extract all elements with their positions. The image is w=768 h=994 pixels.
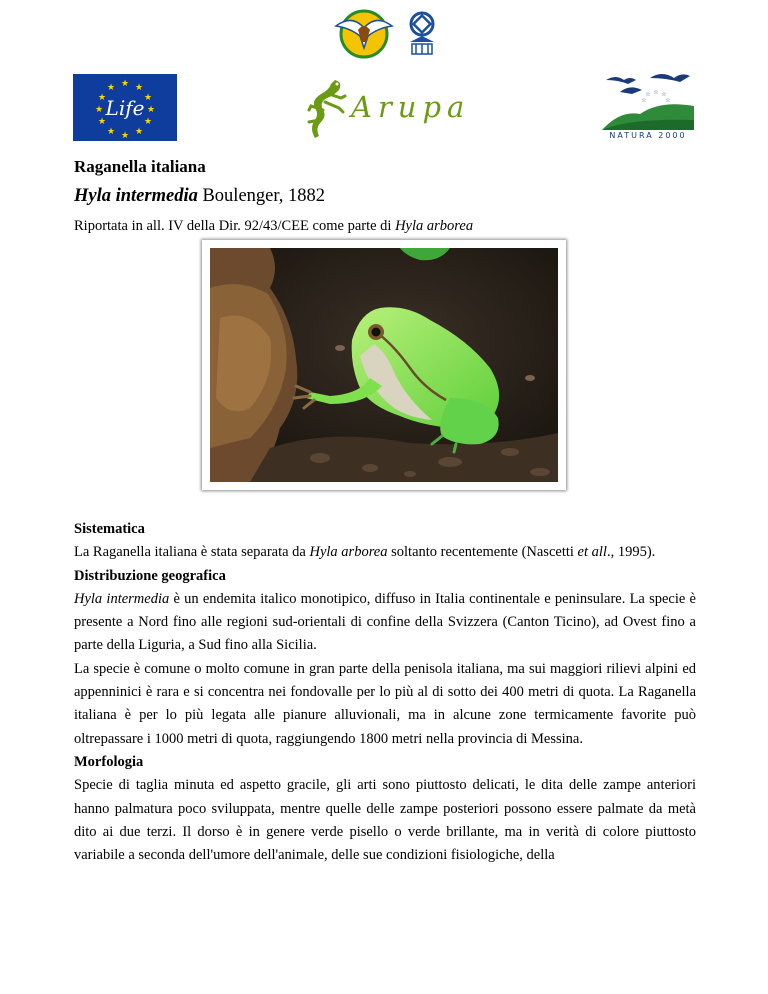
frog-photo [210, 248, 558, 482]
partner-logos [328, 8, 444, 60]
species-author: Boulenger, 1882 [202, 186, 326, 206]
svg-text:★: ★ [106, 127, 116, 137]
life-logo [73, 74, 177, 141]
svg-text:★: ★ [97, 117, 107, 127]
natura2000-logo-text: NATURA 2000 [609, 131, 687, 140]
arupa-logo-text: Arupa [351, 90, 471, 124]
species-common-name: Raganella italiana [74, 157, 206, 176]
natura2000-logo [600, 70, 696, 142]
directive-note-text: Riportata in all. IV della Dir. 92/43/CEE come parte di [74, 218, 396, 234]
heading-distribuzione: Distribuzione geografica [74, 567, 226, 584]
sistematica-text-b: soltanto recentemente (Nascetti [387, 544, 578, 561]
svg-text:★: ★ [97, 93, 107, 103]
sistematica-text-a: La Raganella italiana è stata separata da [74, 544, 310, 561]
sistematica-etall: et all [577, 544, 607, 561]
svg-text:★: ★ [120, 79, 130, 89]
svg-text:☆: ☆ [665, 97, 671, 104]
sistematica-text-c: ., 1995). [606, 544, 656, 561]
svg-text:★: ★ [134, 83, 144, 93]
paragraph-distribuzione-2: La specie è comune o molto comune in gran parte della penisola italiana, ma sui maggiori rilievi alpini ed appenninici è rara e si concentra nei fondovalle per lo più al di sotto dei 400 metri di quota. La Raganella italiana è per lo più legata alle pianure alluvionali, ma in alcune zone termicamente favorite può oltrepassare i 1000 metri di quota, raggiungendo 1800 metri nella provincia di Messina. [74, 660, 696, 747]
svg-text:★: ★ [106, 83, 116, 93]
svg-text:★: ★ [143, 93, 153, 103]
paragraph-distribuzione-1 [74, 588, 696, 658]
natura2000-emblem-icon [600, 70, 696, 130]
species-latin-name [74, 186, 325, 207]
species-description [74, 518, 696, 867]
svg-text:☆: ☆ [661, 91, 667, 98]
eagle-emblem-icon [328, 8, 444, 60]
svg-text:☆: ☆ [645, 91, 651, 98]
svg-text:★: ★ [146, 105, 156, 115]
paragraph-sistematica [74, 541, 696, 564]
lizard-icon [305, 76, 351, 140]
frog-photo-frame [202, 240, 566, 490]
paragraph-morfologia-1: Specie di taglia minuta ed aspetto gracile, gli arti sono piuttosto delicati, le dita delle zampe anteriori hanno palmatura poco sviluppata, mentre quelle delle zampe posteriori possono essere palmate da metà dito ai due terzi. Il dorso è in genere verde pisello o verde brillante, ma in verità di colore piuttosto variabile a seconda dell'umore dell'animale, delle sue condizioni fisiologiche, della [74, 777, 696, 864]
distribuzione-text-1: è un endemita italico monotipico, diffuso in Italia continentale e peninsulare. La specie è presente a Nord fino alle regioni sud-orientali di confine della Svizzera (Canton Ticino), ad Ovest fino a parte della Liguria, a Sud fino alla Sicilia. [74, 590, 696, 654]
distribuzione-species: Hyla intermedia [74, 590, 170, 607]
svg-text:☆: ☆ [641, 97, 647, 104]
arupa-logo [305, 76, 475, 140]
heading-morfologia: Morfologia [74, 753, 144, 770]
sistematica-species: Hyla arborea [309, 544, 388, 561]
species-binomial: Hyla intermedia [74, 186, 198, 206]
svg-text:★: ★ [94, 105, 104, 115]
svg-text:★: ★ [120, 131, 130, 141]
svg-text:☆: ☆ [653, 89, 659, 96]
directive-note [74, 218, 473, 235]
heading-sistematica: Sistematica [74, 521, 145, 537]
life-logo-text: Life [105, 96, 145, 120]
svg-text:★: ★ [134, 127, 144, 137]
svg-text:★: ★ [143, 117, 153, 127]
directive-species: Hyla arborea [395, 218, 474, 234]
